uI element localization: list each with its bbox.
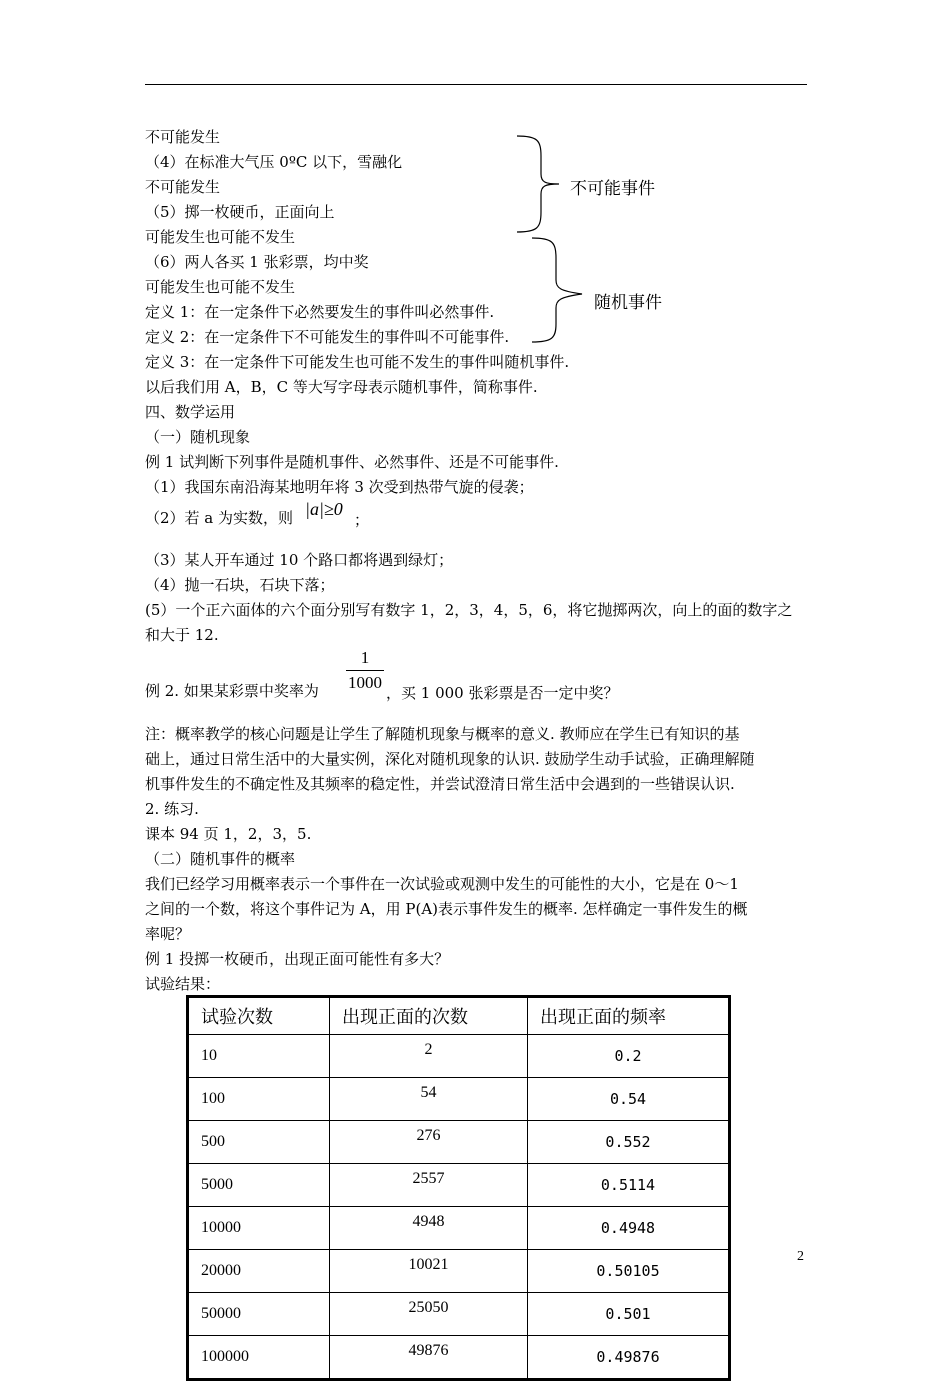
table-row xyxy=(188,1207,730,1250)
text-line: （4）抛一石块，石块下落； xyxy=(145,576,335,594)
table-row xyxy=(188,1164,730,1207)
text-line: 2. 练习. xyxy=(145,800,199,818)
text-line: （6）两人各买 1 张彩票，均中奖 xyxy=(145,253,369,271)
table-cell: 20000 xyxy=(188,1250,330,1293)
table-header-cell: 出现正面的次数 xyxy=(330,997,528,1035)
table-cell: 4948 xyxy=(330,1207,528,1250)
table-row xyxy=(188,1121,730,1164)
text-line: 率呢？ xyxy=(145,925,191,943)
table-cell: 0.54 xyxy=(528,1078,730,1121)
table-cell: 0.4948 xyxy=(528,1207,730,1250)
fraction-numerator: 1 xyxy=(360,648,370,667)
subsection-heading: （二）随机事件的概率 xyxy=(145,850,296,868)
table-cell: 10021 xyxy=(330,1250,528,1293)
example-2 xyxy=(145,682,319,700)
table-cell: 0.49876 xyxy=(528,1336,730,1380)
table-cell: 0.5114 xyxy=(528,1164,730,1207)
table-cell: 10000 xyxy=(188,1207,330,1250)
text-line: (5）一个正六面体的六个面分别写有数字 1，2，3，4，5，6，将它抛掷两次，向上的面的数字之 xyxy=(145,601,793,619)
results-table xyxy=(186,995,731,1381)
table-cell: 50000 xyxy=(188,1293,330,1336)
table-cell: 0.501 xyxy=(528,1293,730,1336)
fraction-denominator: 1000 xyxy=(348,673,382,692)
text-line: 我们已经学习用概率表示一个事件在一次试验或观测中发生的可能性的大小，它是在 0～1 xyxy=(145,875,739,893)
text-line: 试验结果： xyxy=(145,975,221,993)
table-cell: 2 xyxy=(330,1035,528,1078)
brace-label-random: 随机事件 xyxy=(594,293,662,313)
table-row xyxy=(188,1293,730,1336)
text-line: 可能发生也可能不发生 xyxy=(145,278,296,296)
fraction-bar xyxy=(346,670,384,671)
header-rule xyxy=(145,84,807,85)
section-heading: 四、数学运用 xyxy=(145,403,236,421)
text-span: （2）若 a 为实数，则 xyxy=(145,509,294,527)
note-line: 础上，通过日常生活中的大量实例，深化对随机现象的认识. 鼓励学生动手试验，正确理解随 xyxy=(145,750,755,768)
table-row xyxy=(188,1250,730,1293)
table-cell: 49876 xyxy=(330,1336,528,1380)
table-cell: 5000 xyxy=(188,1164,330,1207)
text-line: 可能发生也可能不发生 xyxy=(145,228,296,246)
brace-label-impossible: 不可能事件 xyxy=(570,179,655,199)
text-line: （4）在标准大气压 0ºC 以下，雪融化 xyxy=(145,153,403,171)
table-row xyxy=(188,1035,730,1078)
table-cell: 2557 xyxy=(330,1164,528,1207)
fraction-probability xyxy=(346,648,384,693)
text-line: （5）掷一枚硬币，正面向上 xyxy=(145,203,335,221)
text-line: 不可能发生 xyxy=(145,128,221,146)
brace-random xyxy=(530,236,590,344)
math-abs-a: |a|≥0 xyxy=(305,499,343,519)
text-line: （1）我国东南沿海某地明年将 3 次受到热带气旋的侵袭； xyxy=(145,478,534,496)
table-cell: 100000 xyxy=(188,1336,330,1380)
example-1: 例 1 试判断下列事件是随机事件、必然事件、还是不可能事件. xyxy=(145,453,559,471)
table-header-row xyxy=(188,997,730,1035)
text-span: ； xyxy=(354,513,370,529)
table-cell: 10 xyxy=(188,1035,330,1078)
table-cell: 0.2 xyxy=(528,1035,730,1078)
text-line: 课本 94 页 1，2，3，5. xyxy=(145,825,312,843)
table-header-cell: 试验次数 xyxy=(188,997,330,1035)
table-header-cell: 出现正面的频率 xyxy=(528,997,730,1035)
text-line: 之间的一个数，将这个事件记为 A，用 P(A)表示事件发生的概率. 怎样确定一事件发生的概 xyxy=(145,900,748,918)
brace-impossible xyxy=(515,134,565,234)
text-line: 不可能发生 xyxy=(145,178,221,196)
table-cell: 0.552 xyxy=(528,1121,730,1164)
definition-1: 定义 1：在一定条件下必然要发生的事件叫必然事件. xyxy=(145,303,495,321)
note-line: 机事件发生的不确定性及其频率的稳定性，并尝试澄清日常生活中会遇到的一些错误认识. xyxy=(145,775,735,793)
table-cell: 500 xyxy=(188,1121,330,1164)
text-span: ，买 1 000 张彩票是否一定中奖？ xyxy=(386,684,619,702)
subsection-heading: （一）随机现象 xyxy=(145,428,251,446)
page-number: 2 xyxy=(797,1249,804,1264)
text-line: （3）某人开车通过 10 个路口都将遇到绿灯； xyxy=(145,551,454,569)
results-table-body xyxy=(188,997,730,1380)
text-line xyxy=(145,509,293,527)
definition-3: 定义 3：在一定条件下可能发生也可能不发生的事件叫随机事件. xyxy=(145,353,570,371)
definition-2: 定义 2：在一定条件下不可能发生的事件叫不可能事件. xyxy=(145,328,510,346)
note-line: 注：概率教学的核心问题是让学生了解随机现象与概率的意义. 教师应在学生已有知识的基 xyxy=(145,725,740,743)
table-row xyxy=(188,1078,730,1121)
table-cell: 276 xyxy=(330,1121,528,1164)
table-cell: 100 xyxy=(188,1078,330,1121)
text-span: 例 2. 如果某彩票中奖率为 xyxy=(145,682,319,700)
text-line: 和大于 12. xyxy=(145,626,219,644)
example-1-coin: 例 1 投掷一枚硬币，出现正面可能性有多大？ xyxy=(145,950,450,968)
table-cell: 25050 xyxy=(330,1293,528,1336)
table-cell: 54 xyxy=(330,1078,528,1121)
table-row xyxy=(188,1336,730,1380)
text-line: 以后我们用 A，B，C 等大写字母表示随机事件，简称事件. xyxy=(145,378,538,396)
table-cell: 0.50105 xyxy=(528,1250,730,1293)
